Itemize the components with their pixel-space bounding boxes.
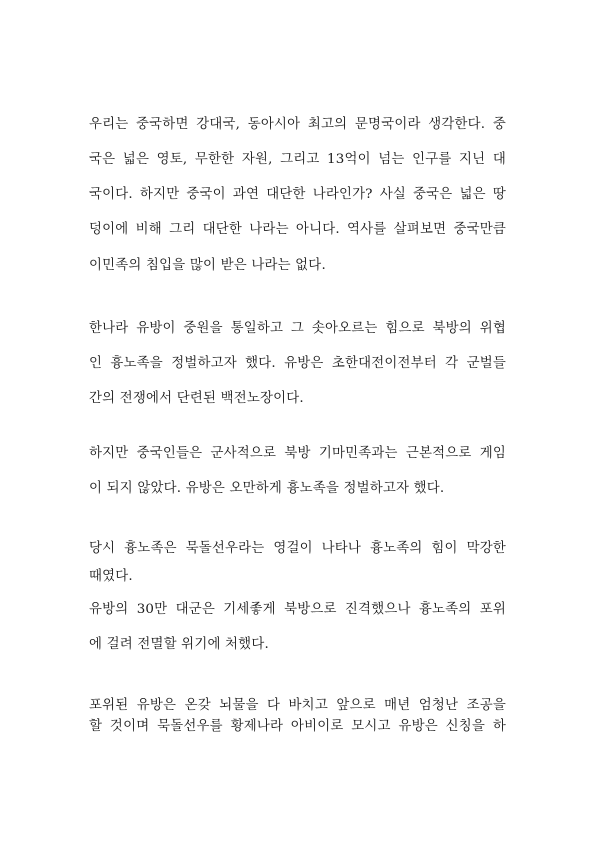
text-line: 유방의 30만 대군은 기세좋게 북방으로 진격했으나 흉노족의 포위 <box>89 602 506 617</box>
text-line: 한나라 유방이 중원을 통일하고 그 솟아오르는 힘으로 북방의 위협 <box>89 321 506 336</box>
text-line: 포위된 유방은 온갖 뇌물을 다 바치고 앞으로 매년 엄청난 조공을 <box>89 698 506 713</box>
text-line: 간의 전쟁에서 단련된 백전노장이다. <box>89 391 304 406</box>
text-line: 국은 넓은 영토, 무한한 자원, 그리고 13억이 넘는 인구를 지닌 대 <box>89 152 506 167</box>
text-line: 우리는 중국하면 강대국, 동아시아 최고의 문명국이라 생각한다. 중 <box>89 117 506 132</box>
text-line: 덩이에 비해 그리 대단한 나라는 아니다. 역사를 살펴보면 중국만큼 <box>89 222 506 237</box>
text-line: 이 되지 않았다. 유방은 오만하게 흉노족을 정벌하고자 했다. <box>89 481 445 496</box>
text-line: 때였다. <box>89 569 133 584</box>
text-line: 국이다. 하지만 중국이 과연 대단한 나라인가? 사실 중국은 넓은 땅 <box>89 187 506 202</box>
text-line: 에 걸려 전멸할 위기에 처했다. <box>89 637 269 652</box>
text-line: 인 흉노족을 정벌하고자 했다. 유방은 초한대전이전부터 각 군벌들 <box>89 356 506 371</box>
text-line: 하지만 중국인들은 군사적으로 북방 기마민족과는 근본적으로 게임 <box>89 446 506 461</box>
text-line: 할 것이며 묵돌선우를 황제나라 아비이로 모시고 유방은 신칭을 하 <box>89 719 506 734</box>
text-line: 이민족의 침입을 많이 받은 나라는 없다. <box>89 258 326 273</box>
text-line: 당시 흉노족은 묵돌선우라는 영걸이 나타나 흉노족의 힘이 막강한 <box>89 541 506 556</box>
